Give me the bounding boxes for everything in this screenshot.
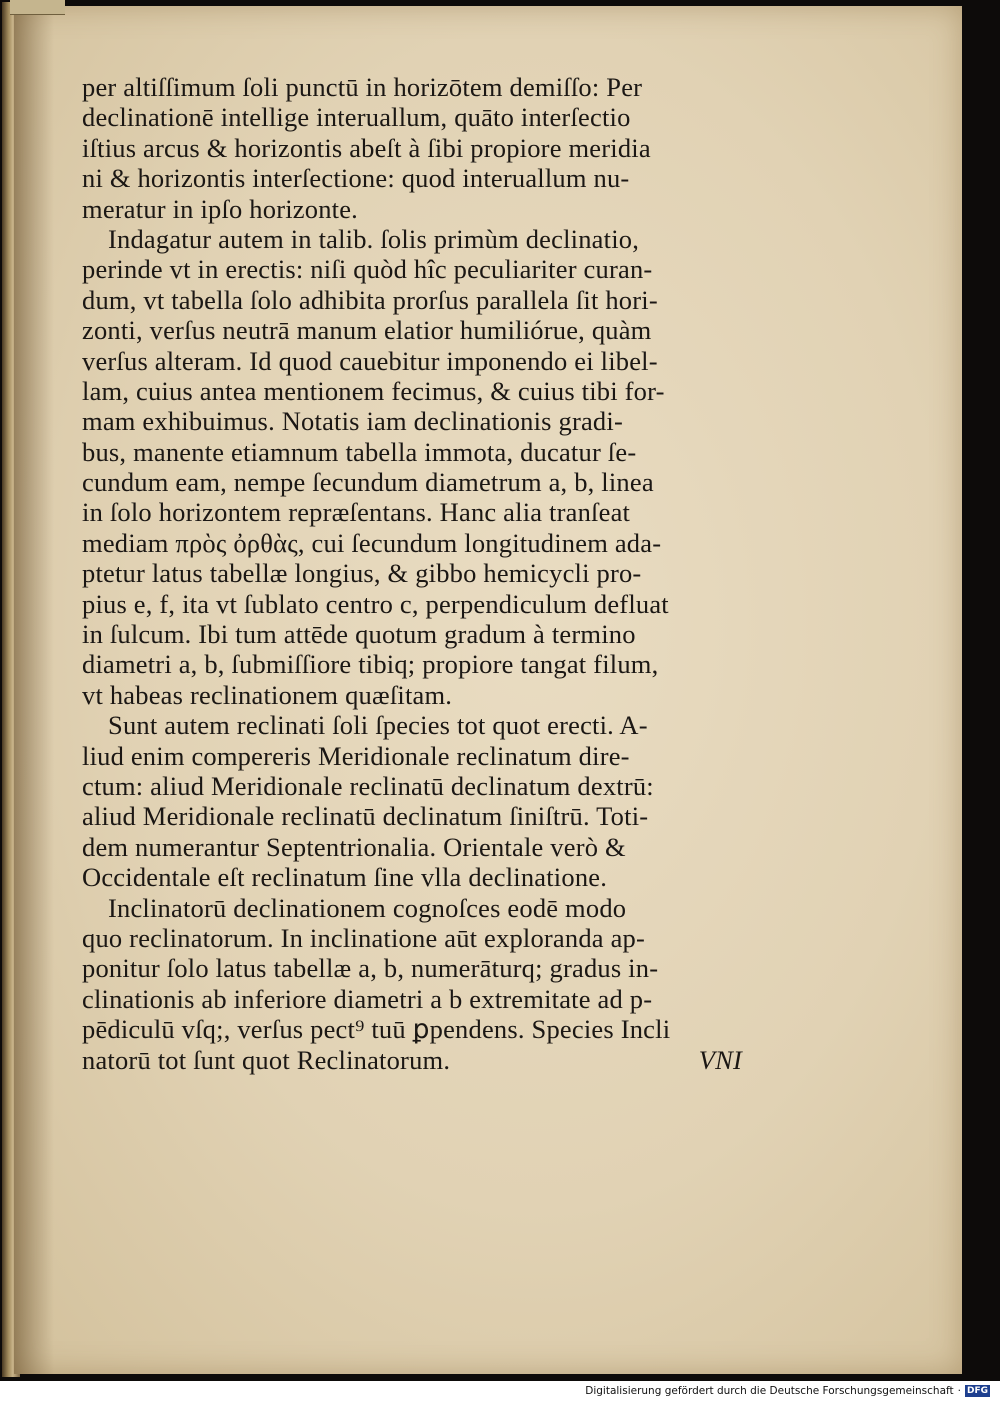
text-line: pius e, f, ita vt ſublato centro c, perpendiculum defluat — [82, 588, 669, 619]
page-corner-tab — [10, 0, 65, 15]
text-line-content: natorū tot ſunt quot Reclinatorum. — [82, 1044, 451, 1075]
text-line: vt habeas reclinationem quæſitam. — [82, 679, 453, 710]
footer-separator: · — [957, 1385, 961, 1397]
page-gutter-shadow — [14, 6, 54, 1374]
text-line: liud enim compereris Meridionale reclinatum dire- — [82, 740, 630, 771]
text-line: meratur in ipſo horizonte. — [82, 193, 359, 224]
text-line: ni & horizontis interſectione: quod interuallum nu- — [82, 163, 630, 194]
text-line: zonti, verſus neutrā manum elatior humiliórue, quàm — [82, 315, 652, 346]
text-line: diametri a, b, ſubmiſſiore tibiq; propiore tangat filum, — [82, 649, 659, 680]
page-text-block — [82, 72, 772, 1075]
dfg-logo: DFG — [966, 1386, 988, 1396]
text-line: Occidentale eſt reclinatum ſine vlla declinatione. — [82, 862, 608, 893]
text-line: perinde vt in erectis: niſi quòd hîc peculiariter curan- — [82, 254, 653, 285]
text-line: dem numerantur Septentrionalia. Orientale verò & — [82, 831, 626, 862]
footer-credit — [585, 1384, 990, 1398]
text-line: Inclinatorū declinationem cognoſces eodē modo — [108, 892, 627, 923]
text-line: in ſolo horizontem repræſentans. Hanc alia tranſeat — [82, 497, 631, 528]
text-line: pēdiculū vſq;, verſus pect⁹ tuū ꝑpendens. Species Incli — [82, 1014, 671, 1045]
text-line: verſus alteram. Id quod cauebitur imponendo ei libel- — [82, 345, 658, 376]
text-line: quo reclinatorum. In inclinatione aūt exploranda ap- — [82, 922, 646, 953]
text-line: iſtius arcus & horizontis abeſt à ſibi propiore meridia — [82, 132, 651, 163]
text-line — [82, 1045, 772, 1075]
text-line: clinationis ab inferiore diametri a b extremitate ad p- — [82, 983, 653, 1014]
text-line: lam, cuius antea mentionem fecimus, & cuius tibi for- — [82, 375, 665, 406]
text-line: Indagatur autem in talib. ſolis primùm declinatio, — [108, 223, 640, 254]
text-line: per altiſſimum ſoli punctū in horizōtem demiſſo: Per — [82, 72, 643, 102]
catchword: VNI — [698, 1044, 742, 1075]
text-line: bus, manente etiamnum tabella immota, ducatur ſe- — [82, 436, 637, 467]
text-line: in ſulcum. Ibi tum attēde quotum gradum à termino — [82, 619, 636, 650]
text-line: mam exhibuimus. Notatis iam declinationis gradi- — [82, 406, 623, 437]
text-line: Sunt autem reclinati ſoli ſpecies tot quot erecti. A- — [108, 710, 648, 741]
text-line: ponitur ſolo latus tabellæ a, b, numerāturq; gradus in- — [82, 953, 659, 984]
footer-credit-text: Digitalisierung gefördert durch die Deutsche Forschungsgemeinschaft — [585, 1385, 954, 1397]
text-line: declinationē intellige interuallum, quāto interſectio — [82, 102, 631, 133]
text-line: mediam πρὸς ὀρθὰς, cui ſecundum longitudinem ada- — [82, 527, 662, 558]
text-line: ctum: aliud Meridionale reclinatū declinatum dextrū: — [82, 770, 654, 801]
text-line: dum, vt tabella ſolo adhibita prorſus parallela ſit hori- — [82, 284, 658, 315]
text-line: cundum eam, nempe ſecundum diametrum a, b, linea — [82, 467, 654, 498]
text-line: ptetur latus tabellæ longius, & gibbo hemicycli pro- — [82, 558, 642, 589]
text-line: aliud Meridionale reclinatū declinatum ſiniſtrū. Toti- — [82, 801, 649, 832]
